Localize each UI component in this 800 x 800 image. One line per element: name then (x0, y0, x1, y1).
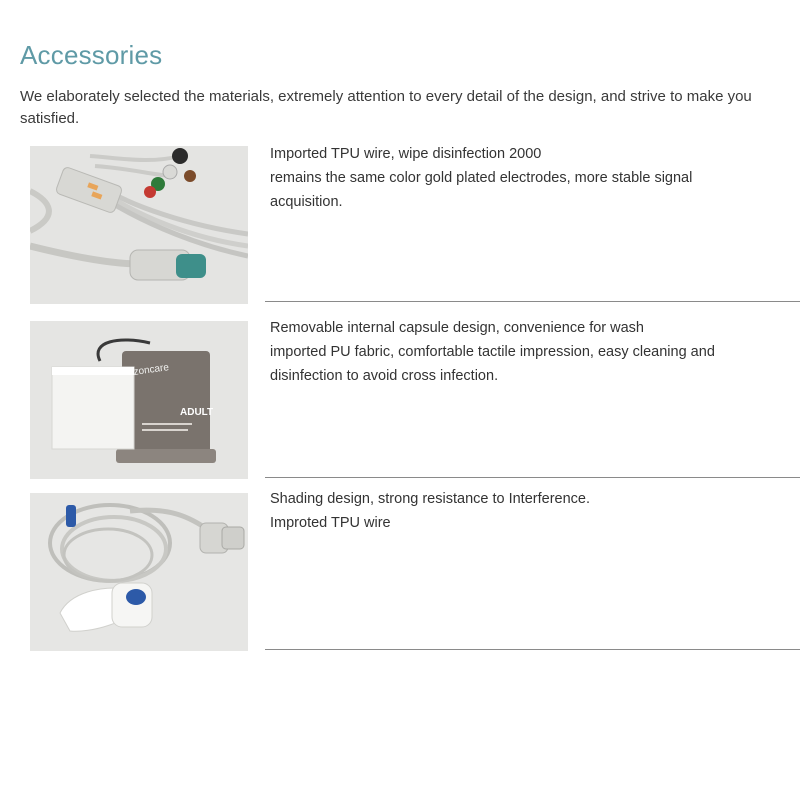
section-divider (265, 301, 800, 302)
description-line: remains the same color gold plated electrodes, more stable signal (270, 170, 693, 186)
spo2-sensor-photo (30, 493, 248, 651)
ecg-cable-photo (30, 146, 248, 304)
cuff-brand-label: zoncare (132, 362, 170, 378)
description-line: Imported TPU wire, wipe disinfection 2000 (270, 146, 542, 162)
section-divider (265, 477, 800, 478)
bp-cuff-description (270, 316, 790, 388)
page-title: Accessories (20, 40, 163, 70)
section-divider (265, 649, 800, 650)
description-line: Removable internal capsule design, convenience for wash (270, 320, 644, 336)
description-line: disinfection to avoid cross infection. (270, 368, 499, 384)
intro-text: We elaborately selected the materials, extremely attention to every detail of the design, and strive to make you satisfied. (20, 88, 752, 127)
description-line: Shading design, strong resistance to Interference. (270, 491, 590, 507)
description-line: imported PU fabric, comfortable tactile impression, easy cleaning and (270, 344, 715, 360)
spo2-sensor-description (270, 487, 790, 535)
cuff-size-label: ADULT (180, 407, 214, 418)
ecg-cable-description (270, 142, 790, 214)
description-line: acquisition. (270, 194, 343, 210)
bp-cuff-photo (30, 321, 248, 479)
description-line: Improted TPU wire (270, 515, 391, 531)
